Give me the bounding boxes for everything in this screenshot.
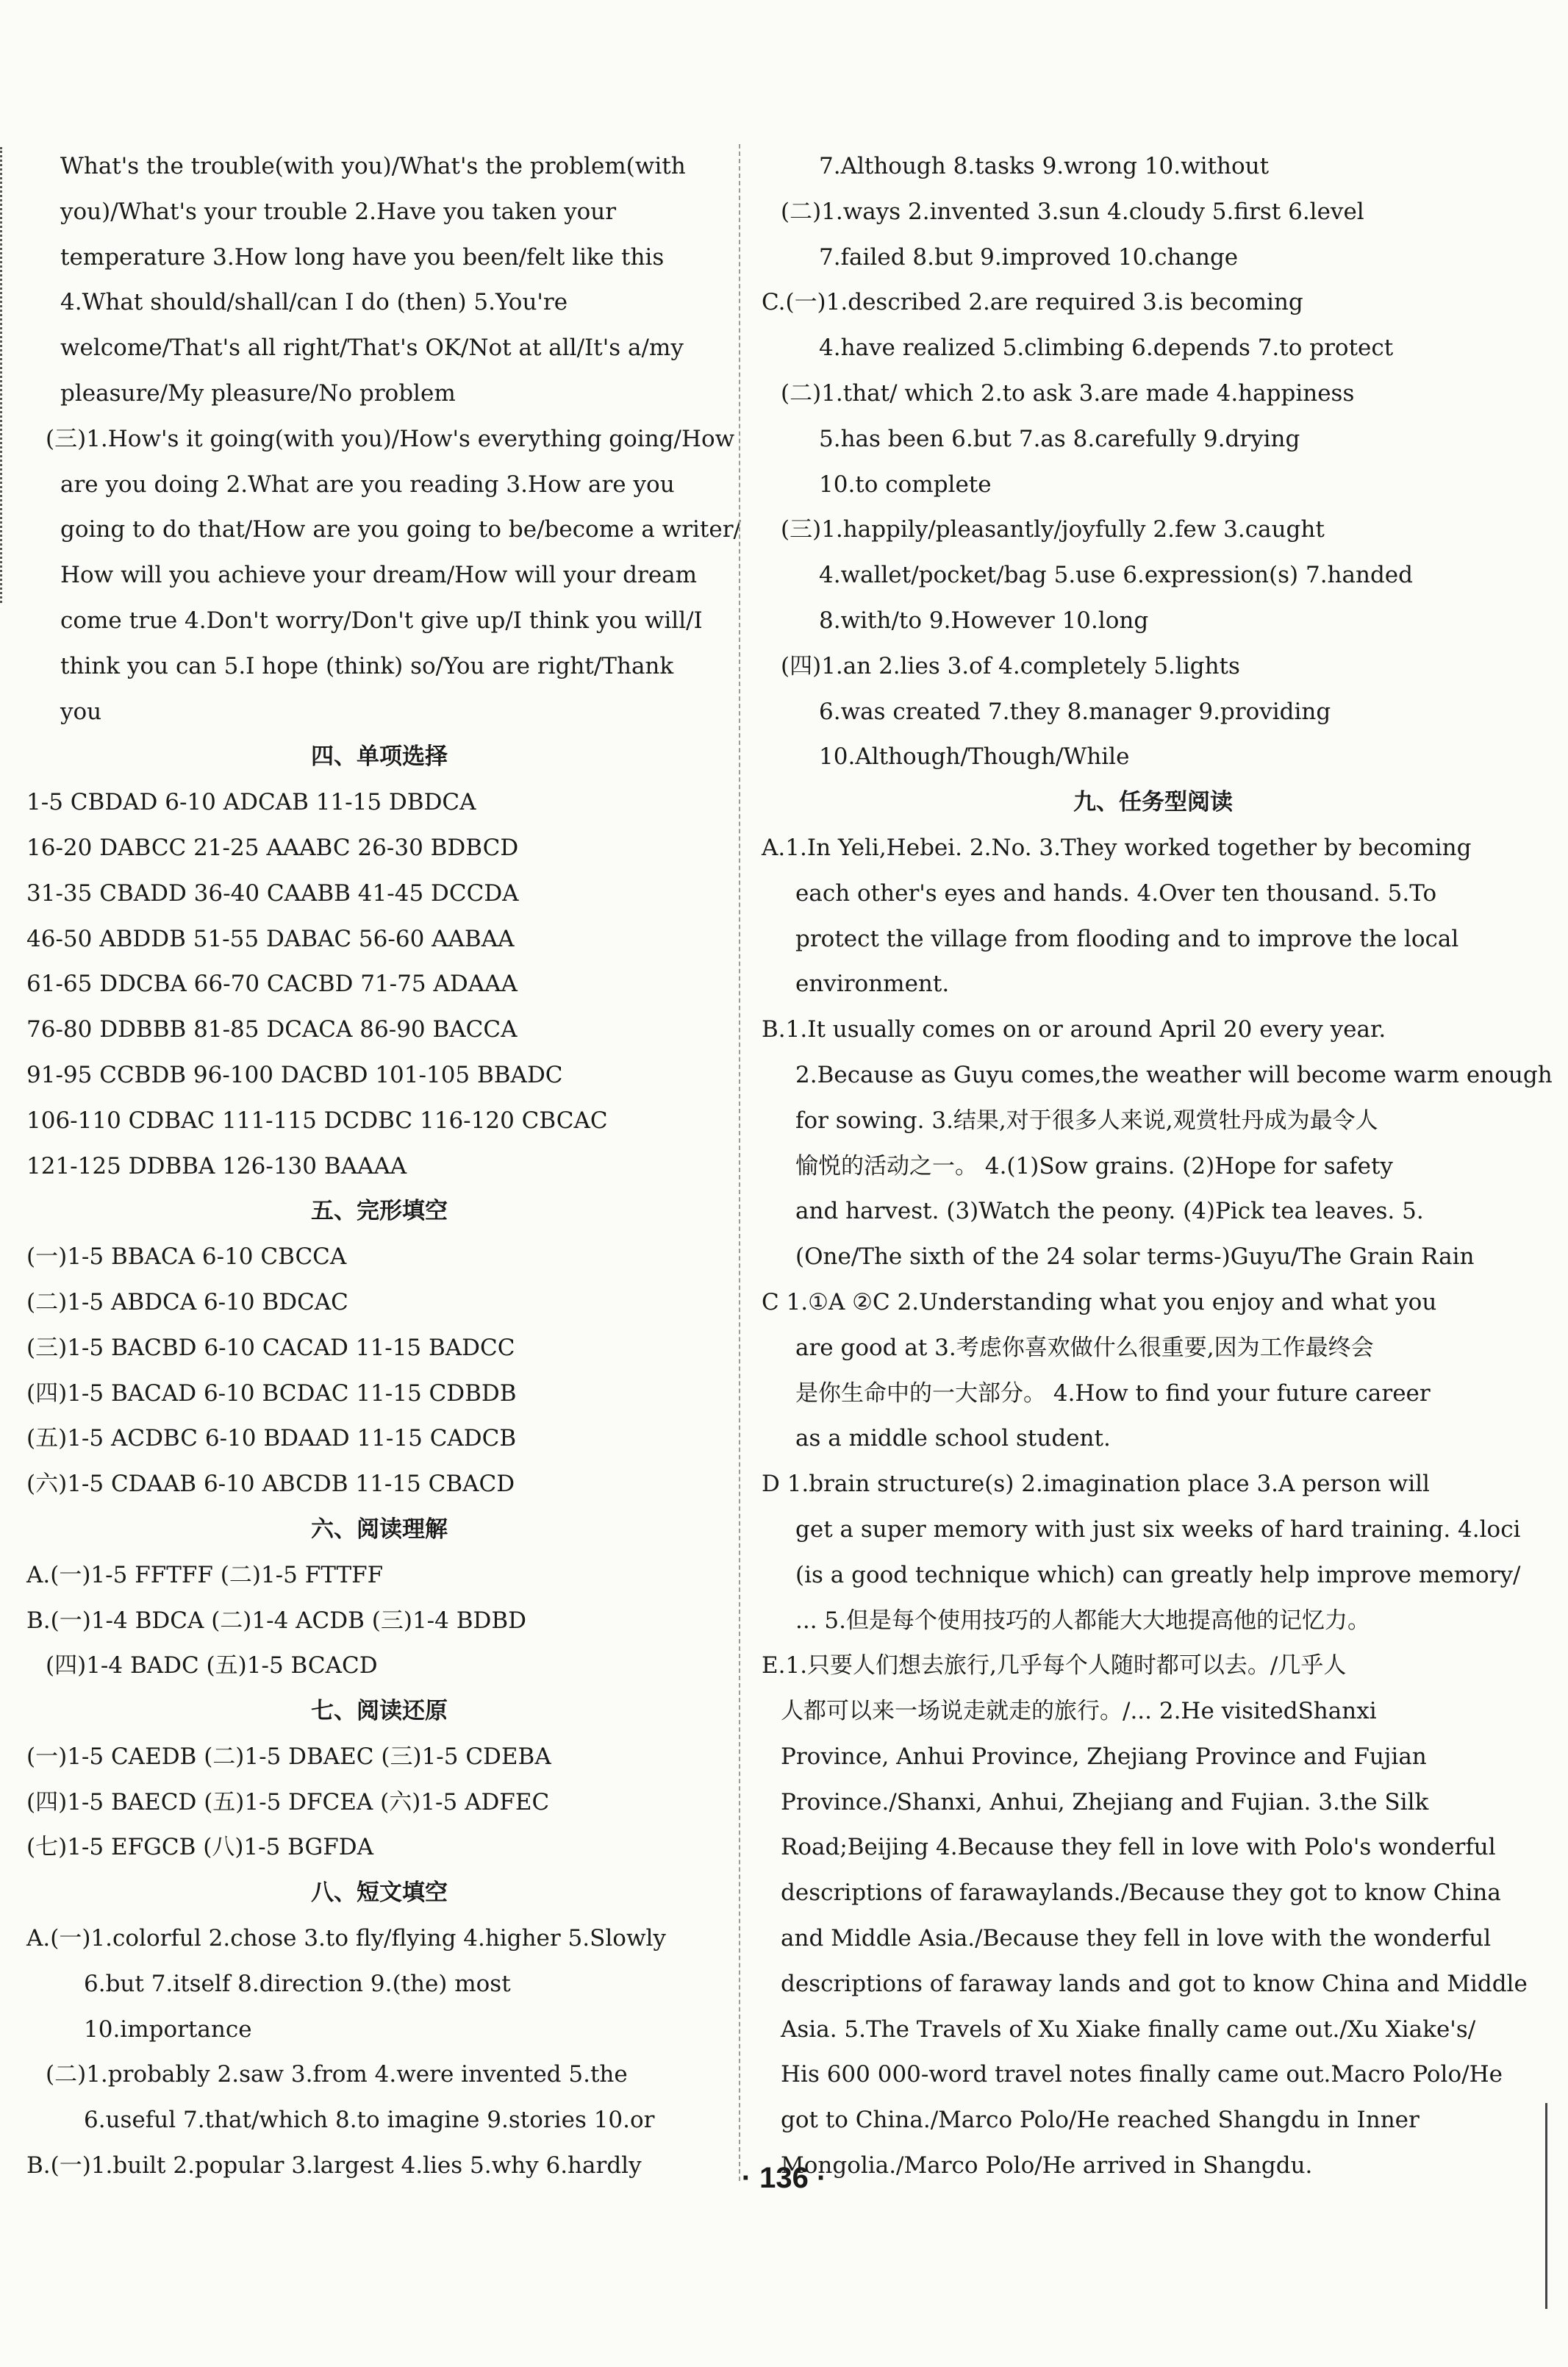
section-heading: 八、短文填空 [311,1879,448,1907]
answer-line: (七)1-5 EFGCB (八)1-5 BGFDA [26,1834,374,1861]
answer-line: you)/What's your trouble 2.Have you taken your [60,198,617,225]
answer-line: each other's eyes and hands. 4.Over ten thousand. 5.To [795,879,1437,907]
section-heading: 四、单项选择 [311,743,448,771]
answer-line: 是你生命中的一大部分。 4.How to find your future career [795,1379,1431,1407]
right-column [762,144,1553,2189]
answer-line: ... 5.但是每个使用技巧的人都能大大地提高他的记忆力。 [795,1607,1370,1634]
answer-line: C 1.①A ②C 2.Understanding what you enjoy and what you [762,1288,1437,1315]
section-heading: 六、阅读理解 [311,1515,448,1543]
answer-line: (二)1.ways 2.invented 3.sun 4.cloudy 5.first 6.level [781,198,1364,225]
answer-line: descriptions of faraway lands and got to know China and Middle [781,1970,1528,1997]
answer-line: pleasure/My pleasure/No problem [60,379,456,407]
answer-line: are you doing 2.What are you reading 3.How are you [60,471,675,498]
answer-line: 61-65 DDCBA 66-70 CACBD 71-75 ADAAA [26,971,518,998]
answer-line: 愉悦的活动之一。 4.(1)Sow grains. (2)Hope for safety [795,1152,1393,1179]
answer-line: 16-20 DABCC 21-25 AAABC 26-30 BDBCD [26,834,519,861]
answer-line: as a middle school student. [795,1425,1111,1452]
answer-line: 2.Because as Guyu comes,the weather will become warm enough [795,1061,1553,1088]
answer-line: 5.has been 6.but 7.as 8.carefully 9.drying [819,425,1300,452]
answer-line: A.1.In Yeli,Hebei. 2.No. 3.They worked together by becoming [762,834,1472,861]
answer-line: Road;Beijing 4.Because they fell in love with Polo's wonderful [781,1834,1496,1861]
answer-line: temperature 3.How long have you been/felt like this [60,243,665,271]
answer-line: protect the village from flooding and to improve the local [795,925,1459,952]
answer-line: Province./Shanxi, Anhui, Zhejiang and Fujian. 3.the Silk [781,1788,1429,1816]
answer-line: 4.wallet/pocket/bag 5.use 6.expression(s) 7.handed [819,562,1413,589]
answer-line: and harvest. (3)Watch the peony. (4)Pick tea leaves. 5. [795,1198,1424,1225]
answer-line: 10.to complete [819,471,992,498]
answer-line: 31-35 CBADD 36-40 CAABB 41-45 DCCDA [26,879,519,907]
answer-line: B.(一)1-4 BDCA (二)1-4 ACDB (三)1-4 BDBD [26,1607,526,1634]
answer-line: (三)1.happily/pleasantly/joyfully 2.few 3.caught [781,516,1325,543]
answer-line: A.(一)1-5 FFTFF (二)1-5 FTTFF [26,1561,384,1588]
answer-line: 8.with/to 9.However 10.long [819,607,1149,634]
section-heading: 五、完形填空 [311,1198,448,1225]
answer-line: D 1.brain structure(s) 2.imagination place 3.A person will [762,1471,1430,1498]
left-column [26,144,741,2189]
answer-line: 1-5 CBDAD 6-10 ADCAB 11-15 DBDCA [26,789,476,816]
answer-line: (三)1.How's it going(with you)/How's everything going/How [46,425,735,452]
column-divider [739,144,740,2181]
answer-line: B.(一)1.built 2.popular 3.largest 4.lies 5.why 6.hardly [26,2152,642,2179]
answer-line: (一)1-5 BBACA 6-10 CBCCA [26,1243,347,1271]
answer-line: Asia. 5.The Travels of Xu Xiake finally came out./Xu Xiake's/ [781,2016,1476,2043]
answer-line: 106-110 CDBAC 111-115 DCDBC 116-120 CBCAC [26,1107,608,1134]
answer-line: welcome/That's all right/That's OK/Not at all/It's a/my [60,335,684,362]
answer-line: 121-125 DDBBA 126-130 BAAAA [26,1152,407,1179]
page-edge-line [1545,2103,1547,2309]
answer-line: (One/The sixth of the 24 solar terms-)Guyu/The Grain Rain [795,1243,1475,1271]
answer-line: (二)1.that/ which 2.to ask 3.are made 4.happiness [781,379,1355,407]
answer-line: 10.importance [84,2016,252,2043]
answer-line: E.1.只要人们想去旅行,几乎每个人随时都可以去。/几乎人 [762,1652,1347,1679]
answer-line: (五)1-5 ACDBC 6-10 BDAAD 11-15 CADCB [26,1425,517,1452]
answer-line: 46-50 ABDDB 51-55 DABAC 56-60 AABAA [26,925,515,952]
answer-line: come true 4.Don't worry/Don't give up/I think you will/I [60,607,703,634]
answer-line: 4.What should/shall/can I do (then) 5.You're [60,289,568,316]
answer-line: B.1.It usually comes on or around April 20 every year. [762,1016,1386,1043]
answer-line: 人都可以来一场说走就走的旅行。/... 2.He visitedShanxi [781,1698,1377,1725]
answer-line: 7.Although 8.tasks 9.wrong 10.without [819,153,1270,179]
answer-line: 6.useful 7.that/which 8.to imagine 9.stories 10.or [84,2107,655,2134]
answer-line: environment. [795,971,950,998]
answer-line: 76-80 DDBBB 81-85 DCACA 86-90 BACCA [26,1016,518,1043]
answer-line: (六)1-5 CDAAB 6-10 ABCDB 11-15 CBACD [26,1471,515,1498]
answer-line: 10.Although/Though/While [819,743,1130,771]
section-heading: 九、任务型阅读 [1073,789,1233,816]
answer-line: 91-95 CCBDB 96-100 DACBD 101-105 BBADC [26,1061,563,1088]
answer-line: (四)1-4 BADC (五)1-5 BCACD [46,1652,378,1679]
answer-line: (三)1-5 BACBD 6-10 CACAD 11-15 BADCC [26,1334,515,1361]
answer-line: A.(一)1.colorful 2.chose 3.to fly/flying 4.higher 5.Slowly [26,1925,666,1952]
answer-line: (二)1-5 ABDCA 6-10 BDCAC [26,1288,348,1315]
answer-line: What's the trouble(with you)/What's the problem(with [60,153,686,179]
answer-line: think you can 5.I hope (think) so/You are right/Thank [60,652,674,679]
answer-line: and Middle Asia./Because they fell in love with the wonderful [781,1925,1492,1952]
section-heading: 七、阅读还原 [311,1698,448,1725]
answer-line: 4.have realized 5.climbing 6.depends 7.to protect [819,335,1394,362]
answer-line: How will you achieve your dream/How will your dream [60,562,698,589]
answer-line: going to do that/How are you going to be/become a writer/ [60,516,741,543]
answer-line: descriptions of farawaylands./Because they got to know China [781,1879,1501,1907]
answer-line: (is a good technique which) can greatly help improve memory/ [795,1561,1521,1588]
answer-line: C.(一)1.described 2.are required 3.is becoming [762,289,1303,316]
answer-line: Mongolia./Marco Polo/He arrived in Shangdu. [781,2152,1313,2179]
answer-line: (二)1.probably 2.saw 3.from 4.were invented 5.the [46,2061,628,2088]
answer-line: (四)1-5 BAECD (五)1-5 DFCEA (六)1-5 ADFEC [26,1788,550,1816]
answer-line: 6.but 7.itself 8.direction 9.(the) most [84,1970,511,1997]
answer-line: (四)1-5 BACAD 6-10 BCDAC 11-15 CDBDB [26,1379,517,1407]
answer-line: (四)1.an 2.lies 3.of 4.completely 5.lights [781,652,1240,679]
answer-line: are good at 3.考虑你喜欢做什么很重要,因为工作最终会 [795,1334,1374,1361]
page-number: · 136 · [741,2162,827,2194]
answer-line: you [60,698,102,725]
answer-line: get a super memory with just six weeks of hard training. 4.loci [795,1515,1521,1543]
answer-line: 6.was created 7.they 8.manager 9.providing [819,698,1331,725]
answer-line: 7.failed 8.but 9.improved 10.change [819,243,1239,271]
answer-line: got to China./Marco Polo/He reached Shangdu in Inner [781,2107,1420,2134]
page-edge-mark [0,147,7,603]
answer-line: (一)1-5 CAEDB (二)1-5 DBAEC (三)1-5 CDEBA [26,1743,551,1770]
answer-line: His 600 000-word travel notes finally came out.Macro Polo/He [781,2061,1503,2088]
answer-line: Province, Anhui Province, Zhejiang Province and Fujian [781,1743,1427,1770]
answer-line: for sowing. 3.结果,对于很多人来说,观赏牡丹成为最令人 [795,1107,1378,1134]
